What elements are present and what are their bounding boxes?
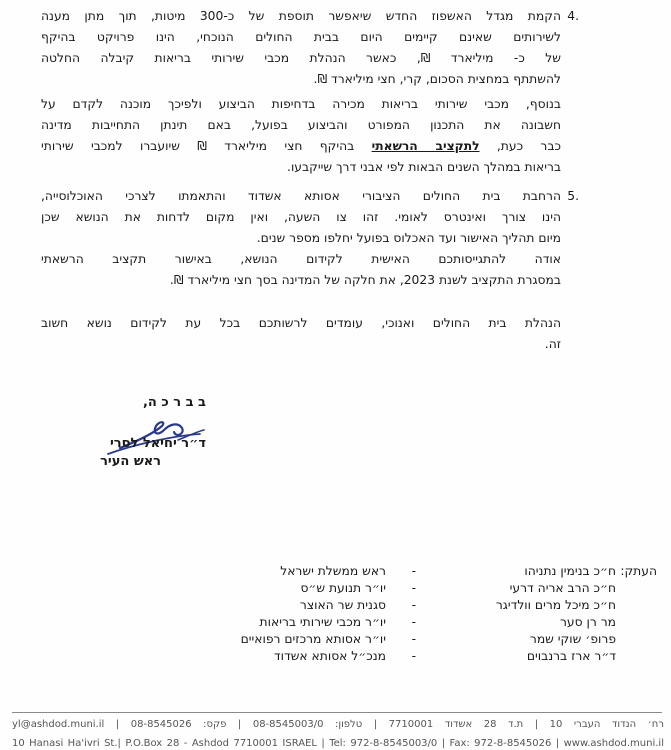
paragraph-line: הינו צורך ואינטרס לאומי. זהו צו השעה, ואין מקום לדחות את הנושא שכן — [41, 210, 561, 224]
paragraph-line: בריאות במהלך השנים הבאות לפי אבני דרך שייקבעו. — [287, 160, 561, 174]
cc-role: יו״ר אסותא מרכזים רפואיים — [240, 632, 386, 646]
cc-row — [56, 614, 616, 630]
cc-name: ח״כ מיכל מרים וולדיגר — [495, 598, 616, 612]
cc-name: ד״ר ארז ברנבוים — [526, 649, 616, 663]
cc-row — [56, 563, 616, 579]
cc-label: העתק: — [620, 564, 657, 578]
cc-row — [56, 597, 616, 613]
paragraph-line-emphasis — [41, 138, 561, 154]
footer-divider — [12, 712, 662, 713]
paragraph-line: במסגרת התקציב לשנת 2023, את חלקה של המדינה בסך חצי מיליארד ₪. — [169, 273, 561, 287]
emphasized-text: לתקציב הרשאתי — [371, 139, 480, 153]
cc-name: מר רן סער — [559, 615, 616, 629]
paragraph-line: הקמת מגדל האשפוז החדש שיאפשר תוספת של כ-300 מיטות, תוך מתן מענה — [41, 9, 561, 23]
cc-row — [56, 648, 616, 664]
paragraph-number: 4. — [567, 9, 579, 23]
signature-scribble — [100, 410, 220, 460]
cc-name: פרופ׳ שוקי שמר — [529, 632, 616, 646]
paragraph-line: אודה להתגייסותכם האישית לקידום הנושא, באישור תקציב הרשאתי — [41, 252, 561, 266]
cc-role: יו״ר תנועת ש״ס — [300, 581, 386, 595]
paragraph-line: חשבונה את התכנון המפורט והביצוע בפועל, באם תינתן התחייבות מדינה — [41, 118, 561, 132]
cc-dash: - — [411, 598, 416, 612]
text-run: כבר כעת, — [479, 139, 561, 153]
cc-dash: - — [411, 632, 416, 646]
cc-dash: - — [411, 615, 416, 629]
closing-line: זה. — [544, 337, 561, 351]
footer-contact-hebrew: רח׳ הנדוד העברי 10 | ת.ד 28 אשדוד 7710001 | טלפון: 08-8545003/0 | פקס: 08-8545026 | yl@ashdod.muni.il — [12, 719, 664, 730]
signer-title: ראש העיר — [100, 454, 161, 469]
paragraph-line: בנוסף, מכבי שירותי בריאות מכירה בדחיפות הביצוע ולפיכך מוכנה לקדם על — [41, 97, 561, 111]
cc-name: ח״כ הרב אריה דרעי — [509, 581, 616, 595]
signature-greeting: ב ב ר כ ה, — [142, 395, 206, 410]
signer-name: ד״ר יחיאל לסרי — [109, 436, 206, 451]
closing-line: הנהלת בית החולים ואנוכי, עומדים לרשותכם בכל עת לקידום נושא חשוב — [41, 316, 561, 330]
cc-role: מנכ״ל אסותא אשדוד — [273, 649, 386, 663]
paragraph-line: לשירותים שאינם קיימים היום בבית החולים הנוכחי, הינו פרויקט בהיקף — [41, 30, 561, 44]
cc-name: ח״כ בנימין נתניהו — [524, 564, 616, 578]
text-run: בהיקף חצי מיליארד ₪ שיועברו למכבי שירותי — [41, 139, 372, 153]
paragraph-line: מיום תהליך האישור ועד האכלוס בפועל יחלפו מספר שנים. — [256, 231, 561, 245]
paragraph-line: להשתתף במחצית הסכום, קרי, חצי מיליארד ₪. — [313, 72, 561, 86]
paragraph-line: הרחבת בית החולים הציבורי אסותא אשדוד והתאמתו לצרכי האוכלוסייה, — [41, 189, 561, 203]
cc-dash: - — [411, 564, 416, 578]
cc-row — [56, 580, 616, 596]
cc-role: סגנית שר האוצר — [299, 598, 386, 612]
paragraph-number: 5. — [567, 189, 579, 203]
cc-row — [56, 631, 616, 647]
cc-role: יו״ר מכבי שירותי בריאות — [259, 615, 386, 629]
paragraph-line: של כ- מיליארד ₪, כאשר הנהלת מכבי שירותי בריאות קיבלה החלטה — [41, 51, 561, 65]
cc-role: ראש ממשלת ישראל — [280, 564, 386, 578]
footer-contact-english: 10 Hanasi Ha'ivri St.| P.O.Box 28 - Ashdod 7710001 ISRAEL | Tel: 972-8-8545003/0 | Fax: 972-8-8545026 | www.ashdod.muni.il — [12, 738, 664, 749]
cc-dash: - — [411, 649, 416, 663]
cc-dash: - — [411, 581, 416, 595]
